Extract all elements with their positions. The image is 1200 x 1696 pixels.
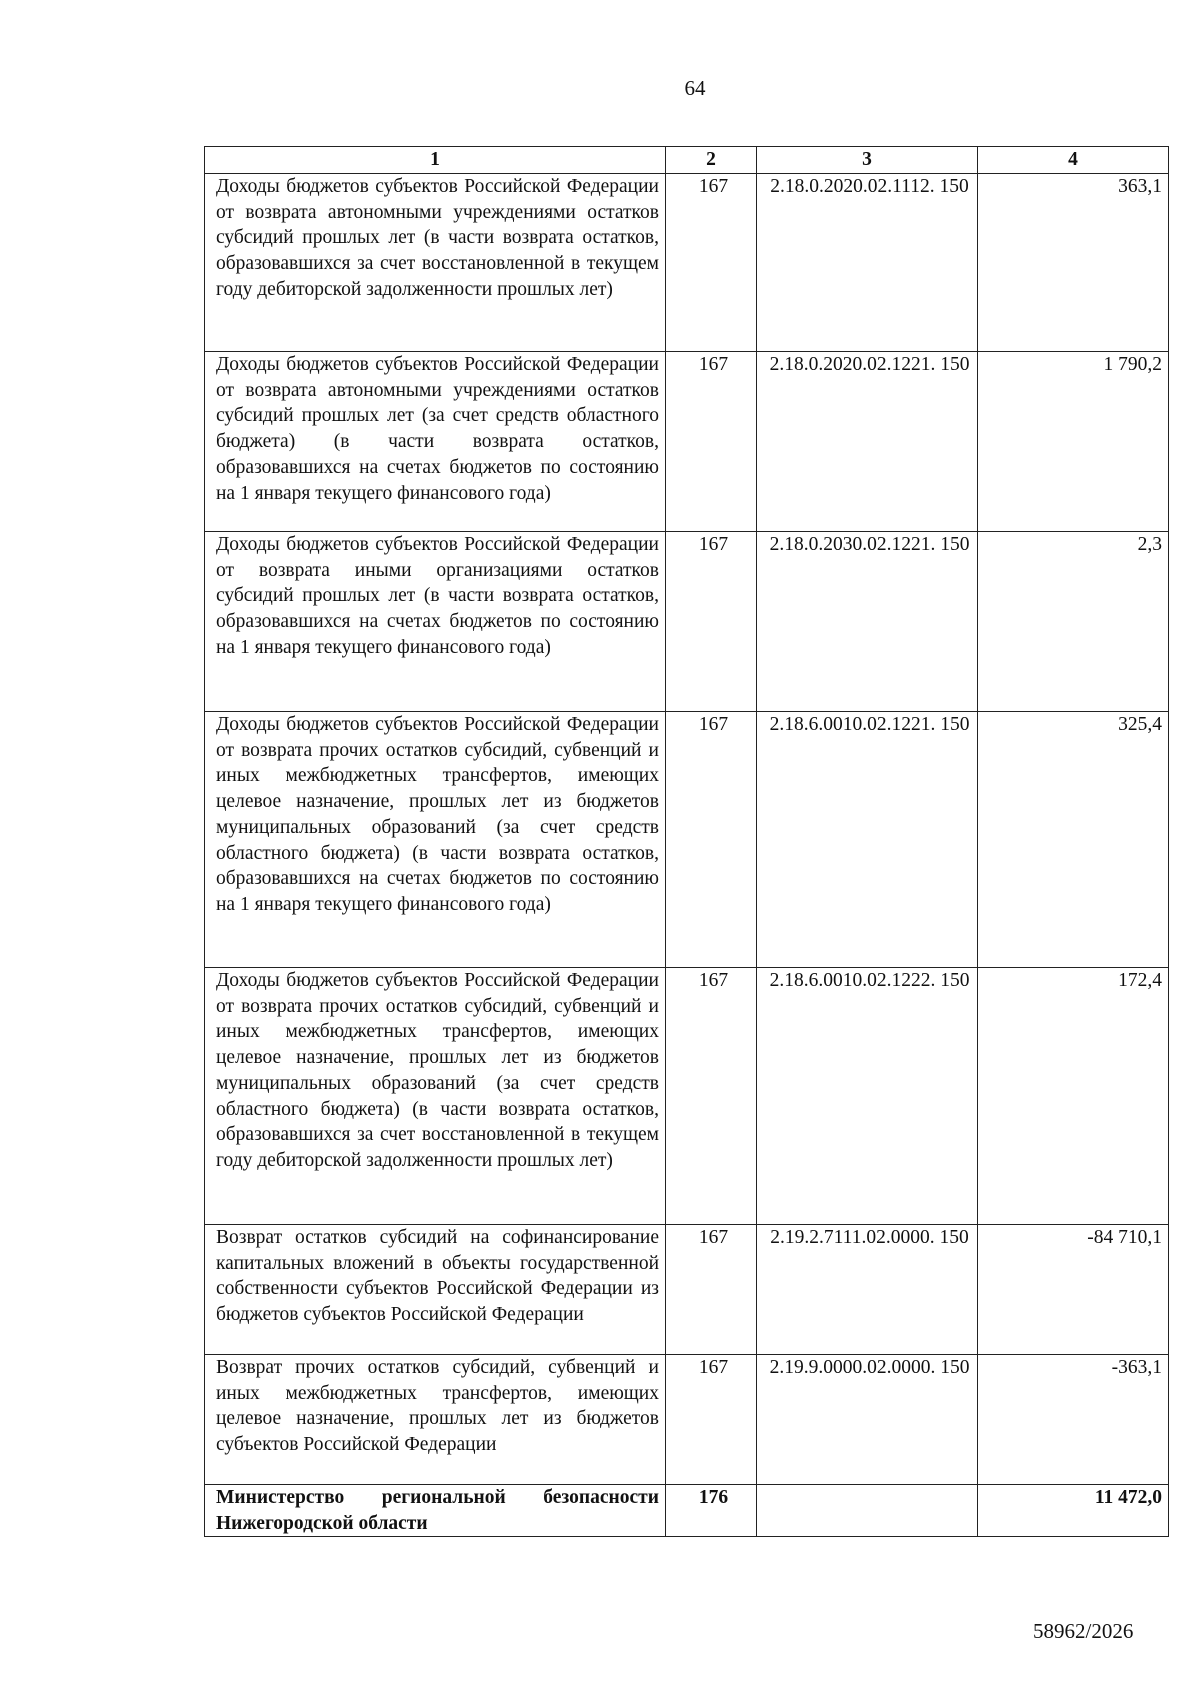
row-admin-code: 167: [666, 174, 757, 352]
row-amount: 325,4: [978, 712, 1169, 968]
total-description: Министерство региональной безопасности Нижегородской области: [205, 1485, 666, 1537]
header-col-2: 2: [666, 147, 757, 174]
header-col-3: 3: [757, 147, 978, 174]
row-classification-code: 2.18.6.0010.02.1222. 150: [757, 968, 978, 1225]
table-row: [205, 1225, 1169, 1355]
row-description: Доходы бюджетов субъектов Российской Федерации от возврата иными организациями остатков субсидий прошлых лет (в части возврата остатков, образовавшихся на счетах бюджетов по состоянию на 1 января текущего финансового года): [205, 532, 666, 712]
total-classification-code: [757, 1485, 978, 1537]
row-description: Доходы бюджетов субъектов Российской Федерации от возврата автономными учреждениями остатков субсидий прошлых лет (в части возврата остатков, образовавшихся за счет восстановленной в текущем году дебиторской задолженности прошлых лет): [205, 174, 666, 352]
table-row: [205, 968, 1169, 1225]
row-amount: -84 710,1: [978, 1225, 1169, 1355]
row-admin-code: 167: [666, 1225, 757, 1355]
row-description: Доходы бюджетов субъектов Российской Федерации от возврата прочих остатков субсидий, субвенций и иных межбюджетных трансфертов, имеющих целевое назначение, прошлых лет из бюджетов муниципальных образований (за счет средств областного бюджета) (в части возврата остатков, образовавшихся на счетах бюджетов по состоянию на 1 января текущего финансового года): [205, 712, 666, 968]
table-row: [205, 174, 1169, 352]
row-classification-code: 2.18.6.0010.02.1221. 150: [757, 712, 978, 968]
table-row: [205, 1355, 1169, 1485]
header-col-4: 4: [978, 147, 1169, 174]
row-amount: -363,1: [978, 1355, 1169, 1485]
row-classification-code: 2.18.0.2020.02.1112. 150: [757, 174, 978, 352]
header-col-1: 1: [205, 147, 666, 174]
row-admin-code: 167: [666, 352, 757, 532]
row-classification-code: 2.18.0.2020.02.1221. 150: [757, 352, 978, 532]
table-row: [205, 532, 1169, 712]
row-admin-code: 167: [666, 968, 757, 1225]
row-amount: 1 790,2: [978, 352, 1169, 532]
row-classification-code: 2.18.0.2030.02.1221. 150: [757, 532, 978, 712]
document-number: 58962/2026: [1033, 1619, 1134, 1643]
budget-revenue-table: [204, 146, 1169, 1537]
row-description: Возврат прочих остатков субсидий, субвенций и иных межбюджетных трансфертов, имеющих целевое назначение, прошлых лет из бюджетов субъектов Российской Федерации: [205, 1355, 666, 1485]
row-amount: 363,1: [978, 174, 1169, 352]
row-amount: 172,4: [978, 968, 1169, 1225]
table-row: [205, 712, 1169, 968]
total-admin-code: 176: [666, 1485, 757, 1537]
row-amount: 2,3: [978, 532, 1169, 712]
row-admin-code: 167: [666, 1355, 757, 1485]
row-description: Доходы бюджетов субъектов Российской Федерации от возврата прочих остатков субсидий, субвенций и иных межбюджетных трансфертов, имеющих целевое назначение, прошлых лет из бюджетов муниципальных образований (за счет средств областного бюджета) (в части возврата остатков, образовавшихся за счет восстановленной в текущем году дебиторской задолженности прошлых лет): [205, 968, 666, 1225]
row-classification-code: 2.19.9.0000.02.0000. 150: [757, 1355, 978, 1485]
table-row: [205, 352, 1169, 532]
page-number: 64: [684, 76, 706, 100]
row-description: Доходы бюджетов субъектов Российской Федерации от возврата автономными учреждениями остатков субсидий прошлых лет (за счет средств областного бюджета) (в части возврата остатков, образовавшихся на счетах бюджетов по состоянию на 1 января текущего финансового года): [205, 352, 666, 532]
table-row-total: [205, 1485, 1169, 1537]
row-classification-code: 2.19.2.7111.02.0000. 150: [757, 1225, 978, 1355]
total-amount: 11 472,0: [978, 1485, 1169, 1537]
row-admin-code: 167: [666, 532, 757, 712]
table-header-row: [205, 147, 1169, 174]
row-description: Возврат остатков субсидий на софинансирование капитальных вложений в объекты государственной собственности субъектов Российской Федерации из бюджетов субъектов Российской Федерации: [205, 1225, 666, 1355]
row-admin-code: 167: [666, 712, 757, 968]
